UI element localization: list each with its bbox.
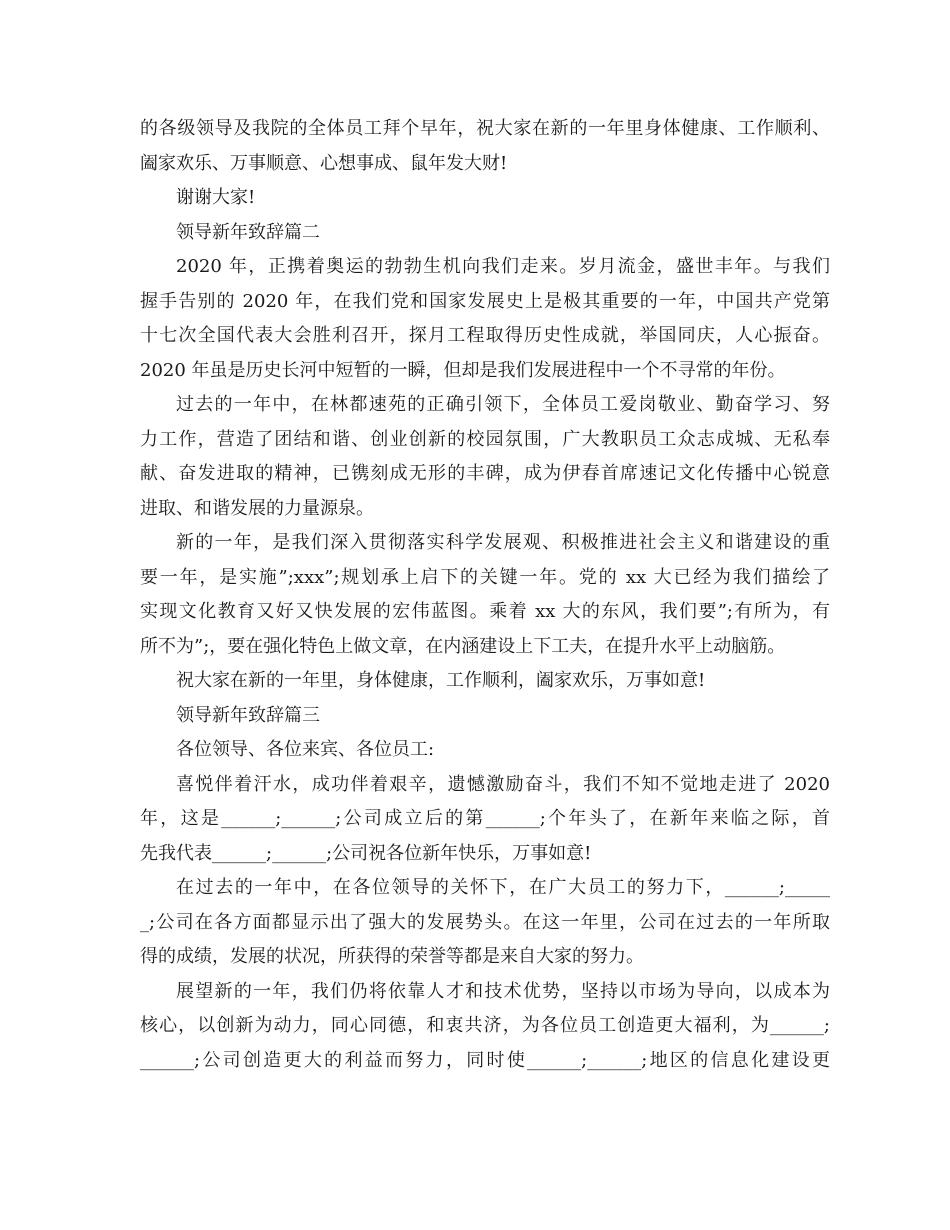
document-body	[140, 112, 830, 1078]
text-line: 过去的一年中，在林都速苑的正确引领下，全体员工爱岗敬业、勤奋学习、努	[176, 394, 830, 415]
text-line: 2020 年，正携着奥运的勃勃生机向我们走来。岁月流金，盛世丰年。与我们	[176, 256, 830, 277]
text-line: 先我代表______;______;公司祝各位新年快乐，万事如意!	[140, 842, 592, 864]
text-line: _;公司在各方面都显示出了强大的发展势头。在这一年里，公司在过去的一年所取	[140, 911, 830, 933]
text-line: 握手告别的 2020 年，在我们党和国家发展史上是极其重要的一年，中国共产党第	[140, 290, 830, 312]
text-line: 力工作，营造了团结和谐、创业创新的校园氛围，广大教职员工众志成城、无私奉	[140, 428, 830, 450]
text-line: 要一年，是实施”;xxx”;规划承上启下的关键一年。党的 xx 大已经为我们描绘了	[140, 566, 830, 588]
text-line: ______;公司创造更大的利益而努力，同时使______;______;地区的信息化建设更	[140, 1049, 830, 1071]
text-line: 谢谢大家!	[176, 187, 256, 208]
text-line: 祝大家在新的一年里，身体健康，工作顺利，阖家欢乐，万事如意!	[176, 670, 706, 691]
text-line: 喜悦伴着汗水，成功伴着艰辛，遗憾激励奋斗，我们不知不觉地走进了 2020	[176, 773, 830, 795]
text-line: 2020 年虽是历史长河中短暂的一瞬，但却是我们发展进程中一个不寻常的年份。	[140, 359, 786, 381]
text-line: 领导新年致辞篇二	[176, 221, 320, 243]
text-line: 献、奋发进取的精神，已镌刻成无形的丰碑，成为伊春首席速记文化传播中心锐意	[140, 463, 830, 484]
text-line: 核心，以创新为动力，同心同德，和衷共济，为各位员工创造更大福利，为______;	[140, 1015, 830, 1036]
text-line: 展望新的一年，我们仍将依靠人才和技术优势，坚持以市场为导向，以成本为	[176, 980, 830, 1002]
text-line: 新的一年，是我们深入贯彻落实科学发展观、积极推进社会主义和谐建设的重	[176, 532, 830, 553]
text-line: 十七次全国代表大会胜利召开，探月工程取得历史性成就，举国同庆，人心振奋。	[140, 325, 830, 346]
text-line: 的各级领导及我院的全体员工拜个早年，祝大家在新的一年里身体健康、工作顺利、	[140, 118, 830, 139]
text-line: 各位领导、各位来宾、各位员工:	[176, 739, 435, 760]
text-line: 所不为”;，要在强化特色上做文章，在内涵建设上下工夫，在提升水平上动脑筋。	[140, 635, 786, 657]
text-line: 实现文化教育又好又快发展的宏伟蓝图。乘着 xx 大的东风，我们要”;有所为，有	[140, 601, 830, 622]
text-line: 得的成绩，发展的状况，所获得的荣誉等都是来自大家的努力。	[140, 946, 644, 967]
text-line: 进取、和谐发展的力量源泉。	[140, 497, 374, 519]
text-line: 年，这是______;______;公司成立后的第______;个年头了，在新年来临之际，首	[140, 808, 830, 829]
text-line: 领导新年致辞篇三	[176, 704, 320, 726]
text-line: 在过去的一年中，在各位领导的关怀下，在广大员工的努力下，______;_____	[176, 877, 830, 898]
text-line: 阖家欢乐、万事顺意、心想事成、鼠年发大财!	[140, 152, 508, 174]
